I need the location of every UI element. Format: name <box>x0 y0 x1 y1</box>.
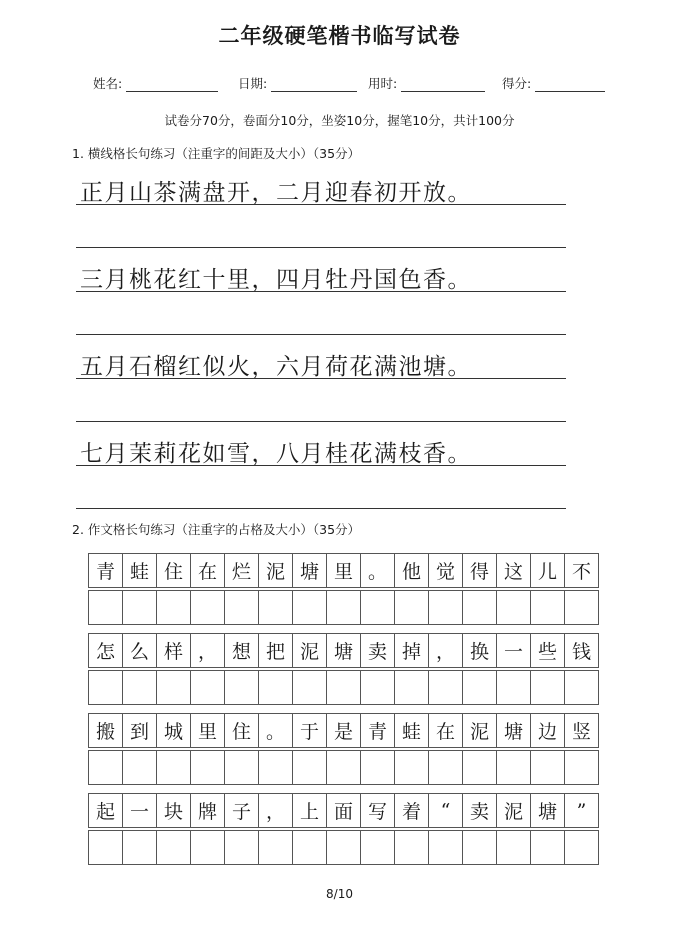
time-blank[interactable] <box>401 75 485 92</box>
practice-cell[interactable] <box>156 750 191 785</box>
practice-cell[interactable] <box>88 830 123 865</box>
grid-cell: 些 <box>530 633 565 668</box>
practice-cell[interactable] <box>190 670 225 705</box>
grid-cell: 得 <box>462 553 497 588</box>
grid-cell: 塘 <box>530 793 565 828</box>
ruled-line <box>76 204 566 205</box>
ruled-lines <box>76 152 566 500</box>
practice-cell[interactable] <box>496 670 531 705</box>
section2-title: 2. 作文格长句练习（注重字的占格及大小）（35分） <box>72 522 361 537</box>
practice-cell[interactable] <box>292 670 327 705</box>
grid-cell: 泥 <box>292 633 327 668</box>
score-blank[interactable] <box>535 75 605 92</box>
ruled-row <box>76 239 566 326</box>
grid-cell: 卖 <box>360 633 395 668</box>
model-sentence: 七月茉莉花如雪，八月桂花满枝香。 <box>80 441 472 467</box>
practice-cell[interactable] <box>462 750 497 785</box>
grid-cell: 掉 <box>394 633 429 668</box>
grid-cell: 不 <box>564 553 599 588</box>
practice-cell[interactable] <box>224 590 259 625</box>
grid-cell: 到 <box>122 713 157 748</box>
grid-cell: 。 <box>258 713 293 748</box>
model-sentence: 三月桃花红十里，四月牡丹国色香。 <box>80 267 472 293</box>
practice-cell[interactable] <box>462 590 497 625</box>
grid-cell: ， <box>190 633 225 668</box>
practice-cell[interactable] <box>292 750 327 785</box>
practice-cell[interactable] <box>360 830 395 865</box>
practice-cell[interactable] <box>496 750 531 785</box>
practice-cell[interactable] <box>530 670 565 705</box>
grid-cell: 觉 <box>428 553 463 588</box>
grid-row-practice <box>88 750 598 787</box>
grid-cell: 青 <box>360 713 395 748</box>
grid-cell: “ <box>428 793 463 828</box>
grid-row-model <box>88 793 598 830</box>
practice-cell[interactable] <box>564 670 599 705</box>
practice-cell[interactable] <box>326 830 361 865</box>
name-field <box>93 74 218 92</box>
practice-cell[interactable] <box>428 590 463 625</box>
practice-cell[interactable] <box>258 830 293 865</box>
grid-cell: 泥 <box>496 793 531 828</box>
practice-cell[interactable] <box>88 590 123 625</box>
practice-cell[interactable] <box>530 750 565 785</box>
page-number: 8/10 <box>326 887 353 901</box>
practice-cell[interactable] <box>258 670 293 705</box>
grid-cell: 蛙 <box>394 713 429 748</box>
practice-cell[interactable] <box>564 830 599 865</box>
practice-cell[interactable] <box>224 750 259 785</box>
grid-cell: 塘 <box>496 713 531 748</box>
section1-title: 1. 横线格长句练习（注重字的间距及大小）（35分） <box>72 146 361 161</box>
grid-cell: 换 <box>462 633 497 668</box>
grid-cell: 着 <box>394 793 429 828</box>
grid-cell: 蛙 <box>122 553 157 588</box>
grid-row-model <box>88 633 598 670</box>
grid-cell: 塘 <box>292 553 327 588</box>
practice-cell[interactable] <box>360 750 395 785</box>
grid-cell: 里 <box>190 713 225 748</box>
grid-cell: 竖 <box>564 713 599 748</box>
practice-cell[interactable] <box>122 830 157 865</box>
grid-cell: 住 <box>224 713 259 748</box>
ruled-line <box>76 465 566 466</box>
practice-cell[interactable] <box>428 830 463 865</box>
practice-cell[interactable] <box>496 590 531 625</box>
practice-cell[interactable] <box>190 750 225 785</box>
grid-cell: ” <box>564 793 599 828</box>
practice-cell[interactable] <box>224 830 259 865</box>
practice-cell[interactable] <box>564 590 599 625</box>
practice-cell[interactable] <box>292 830 327 865</box>
ruled-row <box>76 413 566 500</box>
grid-cell: 卖 <box>462 793 497 828</box>
date-field <box>238 74 357 92</box>
grid-cell: 么 <box>122 633 157 668</box>
page-title: 二年级硬笔楷书临写试卷 <box>218 24 461 48</box>
grid-cell: 边 <box>530 713 565 748</box>
model-sentence: 正月山茶满盘开，二月迎春初开放。 <box>80 180 472 206</box>
grid-row-practice <box>88 830 598 867</box>
grid-cell: 块 <box>156 793 191 828</box>
grid-row-model <box>88 553 598 590</box>
grid-cell: 这 <box>496 553 531 588</box>
grid-cell: 怎 <box>88 633 123 668</box>
ruled-row <box>76 326 566 413</box>
grid-cell: 一 <box>496 633 531 668</box>
grid-cell: 住 <box>156 553 191 588</box>
practice-cell[interactable] <box>122 590 157 625</box>
grid-cell: 。 <box>360 553 395 588</box>
practice-cell[interactable] <box>326 670 361 705</box>
grid-cell: 子 <box>224 793 259 828</box>
score-field <box>502 74 605 92</box>
grid-row-model <box>88 713 598 750</box>
practice-cell[interactable] <box>394 670 429 705</box>
practice-cell[interactable] <box>394 830 429 865</box>
practice-cell[interactable] <box>462 670 497 705</box>
grid-cell: 牌 <box>190 793 225 828</box>
grid-cell: 烂 <box>224 553 259 588</box>
grid-cell: ， <box>258 793 293 828</box>
practice-cell[interactable] <box>394 750 429 785</box>
grid-cell: 在 <box>190 553 225 588</box>
practice-cell[interactable] <box>428 670 463 705</box>
grid-cell: 儿 <box>530 553 565 588</box>
grid-cell: 在 <box>428 713 463 748</box>
practice-cell[interactable] <box>496 830 531 865</box>
grid-cell: 钱 <box>564 633 599 668</box>
grid-cell: 是 <box>326 713 361 748</box>
practice-cell[interactable] <box>394 590 429 625</box>
score-label: 得分: <box>502 76 532 91</box>
grid-cell: 泥 <box>462 713 497 748</box>
grid-cell: 起 <box>88 793 123 828</box>
practice-cell[interactable] <box>258 750 293 785</box>
grid-row-practice <box>88 670 598 707</box>
practice-cell[interactable] <box>190 590 225 625</box>
practice-cell[interactable] <box>462 830 497 865</box>
grid-cell: 里 <box>326 553 361 588</box>
date-label: 日期: <box>238 76 268 91</box>
grid-cell: 泥 <box>258 553 293 588</box>
practice-cell[interactable] <box>292 590 327 625</box>
name-blank[interactable] <box>126 75 218 92</box>
practice-cell[interactable] <box>156 830 191 865</box>
practice-cell[interactable] <box>156 670 191 705</box>
practice-cell[interactable] <box>122 750 157 785</box>
grid-cell: 于 <box>292 713 327 748</box>
time-label: 用时: <box>368 76 398 91</box>
ruled-line <box>76 291 566 292</box>
practice-cell[interactable] <box>326 750 361 785</box>
practice-cell[interactable] <box>190 830 225 865</box>
grid-row-practice <box>88 590 598 627</box>
practice-cell[interactable] <box>224 670 259 705</box>
grid-cell: 样 <box>156 633 191 668</box>
practice-cell[interactable] <box>360 590 395 625</box>
grid-cell: 写 <box>360 793 395 828</box>
date-blank[interactable] <box>271 75 357 92</box>
practice-cell[interactable] <box>326 590 361 625</box>
grid-cell: 城 <box>156 713 191 748</box>
grid-cell: ， <box>428 633 463 668</box>
practice-line[interactable] <box>76 508 566 509</box>
grid-cell: 塘 <box>326 633 361 668</box>
practice-cell[interactable] <box>564 750 599 785</box>
ruled-row <box>76 152 566 239</box>
grid-cell: 面 <box>326 793 361 828</box>
time-field <box>368 74 485 92</box>
writing-grid <box>88 553 598 873</box>
practice-cell[interactable] <box>360 670 395 705</box>
grid-cell: 一 <box>122 793 157 828</box>
grid-cell: 把 <box>258 633 293 668</box>
practice-cell[interactable] <box>530 590 565 625</box>
practice-cell[interactable] <box>530 830 565 865</box>
grid-cell: 搬 <box>88 713 123 748</box>
score-note: 试卷分70分，卷面分10分，坐姿10分，握笔10分，共计100分 <box>164 113 515 128</box>
practice-cell[interactable] <box>156 590 191 625</box>
grid-cell: 上 <box>292 793 327 828</box>
practice-cell[interactable] <box>122 670 157 705</box>
name-label: 姓名: <box>93 76 123 91</box>
practice-cell[interactable] <box>428 750 463 785</box>
grid-cell: 青 <box>88 553 123 588</box>
model-sentence: 五月石榴红似火，六月荷花满池塘。 <box>80 354 472 380</box>
practice-cell[interactable] <box>88 750 123 785</box>
ruled-line <box>76 378 566 379</box>
grid-cell: 想 <box>224 633 259 668</box>
practice-cell[interactable] <box>258 590 293 625</box>
grid-cell: 他 <box>394 553 429 588</box>
practice-cell[interactable] <box>88 670 123 705</box>
